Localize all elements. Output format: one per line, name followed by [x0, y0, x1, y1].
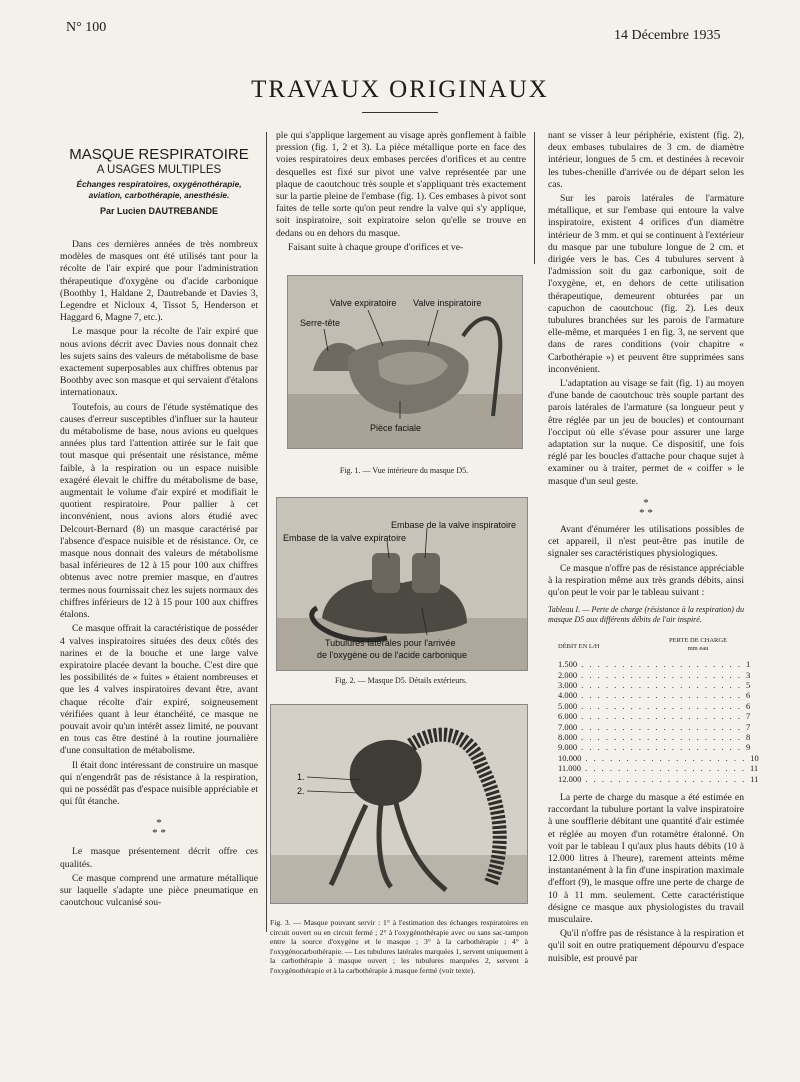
- column-rule-1: [266, 132, 267, 932]
- table-header-perte: [658, 637, 738, 653]
- table-cell-debit: 12.000: [558, 773, 582, 784]
- table-row: [558, 679, 751, 690]
- paragraph: Dans ces dernières années de très nombreux modèles de masques ont été utilisés tant pour la récolte de l'air expiré que pour l'administration thérapeutique d'oxygène ou d'acide carbonique (Boothby 1, Haldane 2, Dautrebande et Davies 3, Legendre et Nicloux 4, Tissot 5, Henderson et Haggard 6, Magne 7, etc.).: [60, 239, 258, 324]
- table-leader-dots: . . . . . . . . . . . . . . . . . . . .: [581, 731, 742, 742]
- mask-exterior-photo: [277, 498, 527, 670]
- column-1: [60, 140, 258, 911]
- paragraph: Ce masque comprend une armature métallique sur laquelle s'adapte une pièce pneumatique en caoutchouc vulcanisé sou-: [60, 872, 258, 909]
- fig3-label-1: 1.: [297, 772, 305, 782]
- article-title: MASQUE RESPIRATOIRE: [69, 146, 249, 163]
- section-stars: * * *: [639, 496, 653, 519]
- table-cell-perte: 10: [750, 752, 759, 763]
- table-leader-dots: . . . . . . . . . . . . . . . . . . . .: [581, 679, 742, 690]
- table-cell-perte: 9: [746, 742, 751, 753]
- table-row: [558, 690, 751, 701]
- table-cell-perte: 6: [746, 700, 751, 711]
- table-cell-debit: 11.000: [558, 763, 582, 774]
- paragraph: Toutefois, au cours de l'étude systématique des causes d'erreur susceptibles d'influer sur la hauteur du métabolisme de base, nous avions eu quelques années plus tard l'attention attirée sur le fait que tout masque qui présentait une résistance, même faible, à la respiration ou un espace nuisible exagéré élevait le chiffre du métabolisme de base, augmentait le volume d'air expiré et modifiait le quotient respiratoire. Pour pallier à cet inconvénient, nous avions alors étudié avec Delcourt-Bernard (8) un masque caractérisé par l'absence d'espace nuisible et de résistance. Or, ce masque nous donnait des valeurs de métabolisme basal inférieures de 12 à 15 pour 100 aux chiffres obtenus avec notre premier masque, en d'autres termes nous fournissait chez les sujets normaux des chiffres inférieurs de 12 à 15 pour 100 aux chiffres étalons.: [60, 401, 258, 621]
- table-leader-dots: . . . . . . . . . . . . . . . . . . . .: [585, 763, 746, 774]
- paragraph: Il était donc intéressant de construire un masque qui n'engendrât pas de résistance à la respiration, qui ne possédât pas d'espace nuisible appréciable et qui fût étanche.: [60, 759, 258, 808]
- table-cell-perte: 6: [746, 690, 751, 701]
- resistance-table: [558, 637, 738, 653]
- fig1-label-serre-tete: Serre-tête: [300, 318, 341, 328]
- table-title: Tableau I. — Perte de charge (résistance à la respiration) du masque D5 aux différents débits de l'air inspiré.: [548, 605, 744, 625]
- table-header-debit: DÉBIT EN L/H: [558, 642, 600, 650]
- fig2-label-oxygene: de l'oxygène ou de l'acide carbonique: [317, 650, 468, 660]
- column-3: [548, 130, 759, 967]
- article-keywords: Échanges respiratoires, oxygénothérapie, aviation, carbothérapie, anesthésie.: [76, 179, 242, 200]
- table-cell-perte: 1: [746, 659, 751, 670]
- issue-number: N° 100: [66, 20, 107, 35]
- table-row: [558, 700, 751, 711]
- table-row: [558, 659, 751, 670]
- paragraph: Sur les parois latérales de l'armature métallique, et sur l'embase qui entoure la valve inspiratoire, existent 4 orifices d'un diamètre intérieur de 3 mm. et qui se continuent à l'extérieur du masque par une tubulure longue de 2 cm. et dirigée vers le bas. Ces 4 tubulures servent à l'admission soit du gaz carbonique, soit de l'oxygène, et, en dehors de cette utilisation thérapeutique, demeurent obturées par un capuchon de caoutchouc (fig. 2). Les deux tubulures branchées sur les parois de l'armature elle-même, et marquées 1 en fig. 3, ne servent que dans de rares conditions (voir chapitre « Carbothérapie ») et peuvent être supprimées sans inconvénient.: [548, 193, 744, 375]
- fig1-label-valve-inspiratoire: Valve inspiratoire: [413, 298, 482, 308]
- table-cell-debit: 1.500: [558, 659, 578, 670]
- paragraph: La perte de charge du masque a été estimée en raccordant la tubulure portant la valve inspiratoire à une soufflerie débitant une quantité d'air estimée et réglée au moyen d'un rotamètre étalonné. On voit par le tableau I qu'aux plus hauts débits (10 à 12.000 litres à l'heure), rarement atteints même instantanément à la fin d'une inspiration maximale d'effort (9), le masque offre une perte de charge de 10 à 11 mm. seulement. Cette caractéristique désigne ce masque aux physiologistes du travail musculaire.: [548, 791, 744, 926]
- paragraph: Ce masque offrait la caractéristique de posséder 4 valves inspiratoires situées des deux côtés des narines et de la bouche et une large valve expiratoire placée devant la bouche. C'est dire que les possibilités de « fuites » étaient nombreuses et que les 4 valves inspiratoires devant être, avant chaque récolte d'air expiré, soigneusement vérifiées quant à leur étanchéité, ce masque ne pouvait avoir qu'un intérêt assez limité, ne pouvant en tous cas être destiné à la routine journalière d'une consultation de métabolisme.: [60, 623, 258, 757]
- table-row: [558, 752, 759, 763]
- figure-2-caption: Fig. 2. — Masque D5. Détails extérieurs.: [335, 676, 467, 685]
- table-cell-debit: 7.000: [558, 721, 578, 732]
- paragraph: Avant d'énumérer les utilisations possibles de cet appareil, il n'est peut-être pas inutile de signaler ses caractéristiques physiologiques.: [548, 523, 744, 560]
- table-body: [558, 659, 759, 784]
- fig3-label-2: 2.: [297, 786, 305, 796]
- table-cell-debit: 6.000: [558, 711, 578, 722]
- paragraph: Ce masque n'offre pas de résistance appréciable à la respiration même aux très grands débits, ainsi qu'on peut le voir par le tableau suivant :: [548, 562, 744, 598]
- article-author: Par Lucien DAUTREBANDE: [99, 206, 218, 216]
- paragraph: L'adaptation au visage se fait (fig. 1) au moyen d'une bande de caoutchouc très souple partant des parois latérales de l'armature (sa longueur peut y être réglée par un jeu de boucles) et contournant l'occiput où elle s'évase pour assurer une large adaptation sur la nuque. Ce dispositif, une fois réglé par les boucles d'attache pour chaque sujet à examiner ou à traiter, permet de « coiffer » le masque d'un seul geste.: [548, 378, 744, 487]
- fig2-label-embase-inspiratoire: Embase de la valve inspiratoire: [391, 520, 517, 530]
- mask-interior-photo: [288, 276, 522, 448]
- table-row: [558, 731, 751, 742]
- paragraph: Qu'il n'offre pas de résistance à la respiration et qu'il soit en outre pratiquement dépourvu d'espace nuisible, est prouvé par: [548, 928, 744, 964]
- paragraph: nant se visser à leur périphérie, existent (fig. 2), deux embases tubulaires de 3 cm. de diamètre intérieur, longues de 5 cm. et destinées à recevoir les tubes-chenille d'arrivée ou de départ selon les cas.: [548, 130, 744, 190]
- column-2: [276, 130, 526, 256]
- fig2-label-embase-expiratoire: Embase de la valve expiratoire: [283, 533, 407, 543]
- mask-full-assembly-photo: [271, 705, 527, 903]
- paragraph: ple qui s'applique largement au visage après gonflement à faible pression (fig. 1, 2 et 3). La pièce métallique porte en face des voies respiratoires deux embases percées d'orifices et au centre desquelles est fixé sur pivot une valve représentée par une plaque de caoutchouc très souple et s'appliquant très exactement sur la partie pleine de l'embase (fig. 1). Ces embases à pivot sont faites de telle sorte qu'on peut rendre la valve qui s'y applique, soit inspiratoire, soit expiratoire selon qu'elle se trouve en dedans ou en dehors du masque.: [276, 130, 526, 239]
- section-title: TRAVAUX ORIGINAUX: [251, 76, 549, 103]
- section-stars: * * *: [152, 817, 166, 840]
- title-rule: [362, 112, 438, 113]
- table-cell-perte: 11: [749, 763, 759, 774]
- table-leader-dots: . . . . . . . . . . . . . . . . . . . .: [585, 752, 747, 763]
- table-leader-dots: . . . . . . . . . . . . . . . . . . . .: [581, 721, 742, 732]
- figure-1-caption: Fig. 1. — Vue intérieure du masque D5.: [339, 466, 469, 475]
- table-cell-perte: 7: [746, 721, 751, 732]
- table-row: [558, 773, 759, 784]
- table-leader-dots: . . . . . . . . . . . . . . . . . . . .: [581, 690, 742, 701]
- table-cell-debit: 2.000: [558, 669, 578, 680]
- column-rule-2: [534, 132, 535, 264]
- table-cell-perte: 11: [750, 773, 759, 784]
- table-cell-perte: 5: [746, 679, 751, 690]
- issue-date: 14 Décembre 1935: [614, 28, 721, 43]
- table-leader-dots: . . . . . . . . . . . . . . . . . . . .: [581, 659, 742, 670]
- table-cell-debit: 9.000: [558, 742, 578, 753]
- fig1-label-piece-faciale: Pièce faciale: [370, 423, 422, 433]
- table-leader-dots: . . . . . . . . . . . . . . . . . . . .: [581, 669, 742, 680]
- table-header-perte-unit: mm eau: [687, 645, 709, 653]
- table-header-perte-label: PERTE DE CHARGE: [668, 637, 728, 645]
- table-leader-dots: . . . . . . . . . . . . . . . . . . . .: [585, 773, 747, 784]
- table-row: [558, 742, 751, 753]
- table-cell-perte: 7: [746, 711, 751, 722]
- table-cell-debit: 8.000: [558, 731, 578, 742]
- table-row: [558, 669, 751, 680]
- figure-1: [287, 275, 523, 449]
- table-leader-dots: . . . . . . . . . . . . . . . . . . . .: [581, 742, 742, 753]
- fig1-label-valve-expiratoire: Valve expiratoire: [330, 298, 397, 308]
- table-leader-dots: . . . . . . . . . . . . . . . . . . . .: [581, 700, 742, 711]
- paragraph: Faisant suite à chaque groupe d'orifices et ve-: [288, 241, 464, 253]
- article-subtitle: A USAGES MULTIPLES: [96, 164, 222, 176]
- paragraph: Le masque présentement décrit offre ces qualités.: [60, 846, 258, 870]
- table-cell-debit: 5.000: [558, 700, 578, 711]
- table-row: [558, 721, 751, 732]
- figure-2: [276, 497, 528, 671]
- table-cell-debit: 4.000: [558, 690, 578, 701]
- table-row: [558, 763, 759, 774]
- figure-3: [270, 704, 528, 904]
- figure-3-caption: Fig. 3. — Masque pouvant servir : 1° à l'estimation des échanges respiratoires en circuit ouvert ou en circuit fermé ; 2° à l'oxygénothérapie avec ou sans sac-tampon entre la source d'oxygène et le masque ; 3° à la carbothérapie ; 4° à l'oxygénocarbothérapie. — Les tubulures latérales marquées 1, servent uniquement à la carbothérapie à masque ouvert ; les tubulures marquées 2, servent à l'oxygénothérapie et à la carbothérapie à masque fermé (voir texte).: [270, 918, 528, 975]
- paragraph: Le masque pour la récolte de l'air expiré que nous avions décrit avec Davies nous donnait chez les sujets sains des valeurs de métabolisme de base exactement superposables aux chiffres obtenus par Boothby avec son masque et qui servaient d'étalons internationaux.: [60, 326, 258, 399]
- fig2-label-tubulures: Tubulures latérales pour l'arrivée: [325, 638, 456, 648]
- table-cell-perte: 3: [746, 669, 751, 680]
- table-cell-perte: 8: [746, 731, 751, 742]
- table-row: [558, 711, 751, 722]
- table-cell-debit: 10.000: [558, 752, 582, 763]
- table-cell-debit: 3.000: [558, 679, 578, 690]
- table-leader-dots: . . . . . . . . . . . . . . . . . . . .: [581, 711, 742, 722]
